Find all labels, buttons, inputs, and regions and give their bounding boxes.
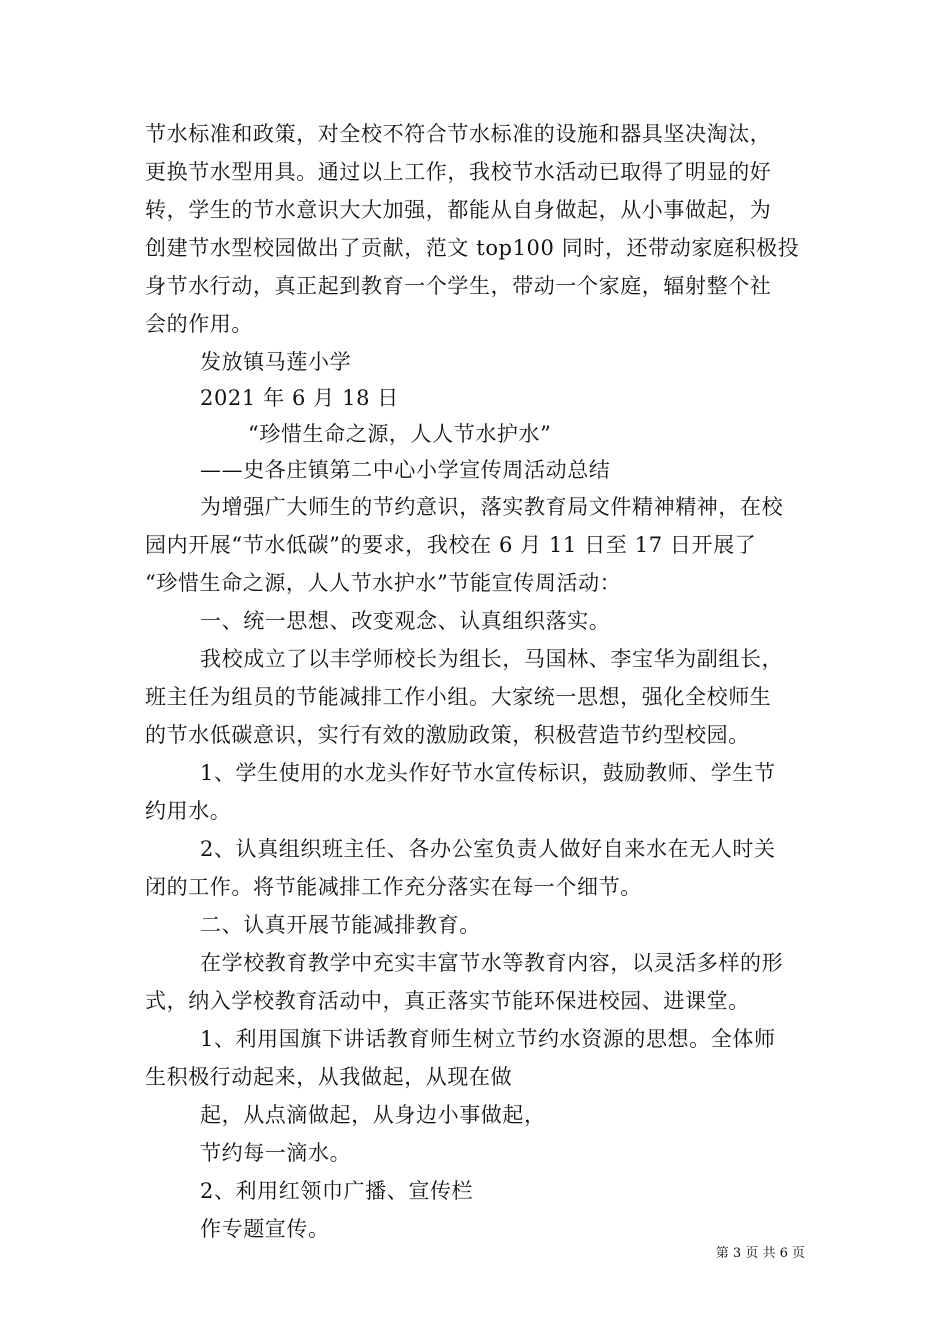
body-text-line: “珍惜生命之源，人人节水护水”节能宣传周活动： [145,571,622,595]
body-text-line: 的节水低碳意识，实行有效的激励政策，积极营造节约型校园。 [145,723,750,747]
section-subtitle: ——史各庄镇第二中心小学宣传周活动总结 [200,458,611,482]
heading-one: 一、统一思想、改变观念、认真组织落实。 [200,609,611,633]
body-text-line: 班主任为组员的节能减排工作小组。大家统一思想，强化全校师生 [145,685,772,709]
list-item: 1、利用国旗下讲话教育师生树立节约水资源的思想。全体师 [200,1027,776,1051]
body-text-line: 创建节水型校园做出了贡献，范文 top100 同时，还带动家庭积极投 [145,236,800,260]
body-text-line: 在学校教育教学中充实丰富节水等教育内容，以灵活多样的形 [200,951,784,975]
body-text-line: 转，学生的节水意识大大加强，都能从自身做起，从小事做起，为 [145,198,772,222]
list-item: 2、认真组织班主任、各办公室负责人做好自来水在无人时关 [200,837,776,861]
section-title: “珍惜生命之源，人人节水护水” [248,422,552,446]
signature-school: 发放镇马莲小学 [200,350,352,374]
signature-date: 2021 年 6 月 18 日 [200,386,399,410]
body-text-line: 身节水行动，真正起到教育一个学生，带动一个家庭，辐射整个社 [145,274,772,298]
list-item: 1、学生使用的水龙头作好节水宣传标识，鼓励教师、学生节 [200,761,776,785]
body-text-line: 闭的工作。将节能减排工作充分落实在每一个细节。 [145,875,642,899]
body-text-line: 节约每一滴水。 [200,1141,352,1165]
list-item: 2、利用红领巾广播、宣传栏 [200,1179,474,1203]
body-text-line: 作专题宣传。 [200,1217,330,1241]
body-text-line: 生积极行动起来，从我做起，从现在做 [145,1065,513,1089]
body-text-line: 我校成立了以丰学师校长为组长，马国林、李宝华为副组长， [200,647,784,671]
body-text-line: 为增强广大师生的节约意识，落实教育局文件精神精神，在校 [200,495,784,519]
body-text-line: 式，纳入学校教育活动中，真正落实节能环保进校园、进课堂。 [145,989,750,1013]
body-text-line: 会的作用。 [145,312,253,336]
body-text-line: 起，从点滴做起，从身边小事做起， [200,1103,546,1127]
body-text-line: 节水标准和政策，对全校不符合节水标准的设施和器具坚决淘汰， [145,122,772,146]
heading-two: 二、认真开展节能减排教育。 [200,913,481,937]
body-text-line: 更换节水型用具。通过以上工作，我校节水活动已取得了明显的好 [145,160,772,184]
body-text-line: 园内开展“节水低碳”的要求，我校在 6 月 11 日至 17 日开展了 [145,533,757,557]
page-number-footer: 第 3 页 共 6 页 [715,1246,805,1261]
body-text-line: 约用水。 [145,799,232,823]
